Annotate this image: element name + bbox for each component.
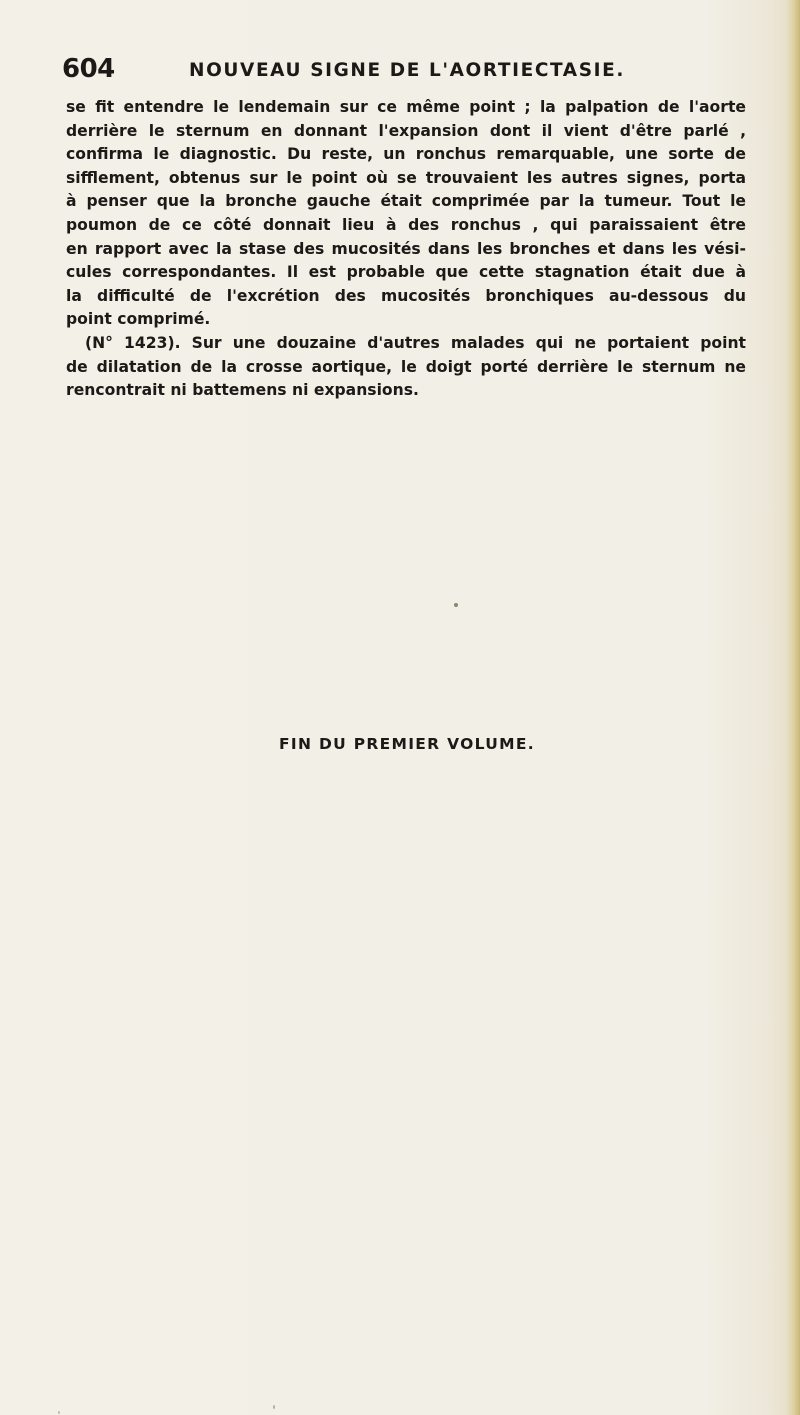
text-line: point comprimé.: [66, 310, 211, 329]
page-edge-discoloration: [786, 0, 800, 1415]
text-line: cules correspondantes. Il est probable que cette stagnation était due à: [66, 263, 746, 282]
paper-speck: [58, 1411, 60, 1414]
text-line: se fit entendre le lendemain sur ce même point ; la palpation de l'aorte: [66, 98, 746, 116]
text-line: de dilatation de la crosse aortique, le doigt porté derrière le sternum ne: [66, 357, 746, 376]
page-number: 604: [62, 54, 115, 84]
text-line: la difficulté de l'excrétion des mucosités bronchiques au-dessous du: [66, 286, 746, 305]
text-line: poumon de ce côté donnait lieu à des ronchus , qui paraissaient être: [66, 215, 746, 234]
page-header: [62, 54, 742, 90]
text-line: rencontrait ni battemens ni expansions.: [66, 381, 419, 400]
text-line: à penser que la bronche gauche était comprimée par la tumeur. Tout le: [66, 192, 746, 211]
paper-speck: [454, 603, 458, 607]
closing-line: FIN DU PREMIER VOLUME.: [279, 735, 535, 753]
paper-speck: [273, 1405, 275, 1409]
text-line: (N° 1423). Sur une douzaine d'autres malades qui ne portaient point: [85, 333, 746, 352]
text-line: confirma le diagnostic. Du reste, un ronchus remarquable, une sorte de: [66, 145, 746, 164]
body-text: [66, 96, 746, 403]
running-title: NOUVEAU SIGNE DE L'AORTIECTASIE.: [189, 60, 625, 81]
text-line: sifflement, obtenus sur le point où se trouvaient les autres signes, porta: [66, 168, 746, 187]
text-line: derrière le sternum en donnant l'expansion dont il vient d'être parlé ,: [66, 121, 746, 140]
text-line: en rapport avec la stase des mucosités dans les bronches et dans les vési-: [66, 239, 746, 258]
